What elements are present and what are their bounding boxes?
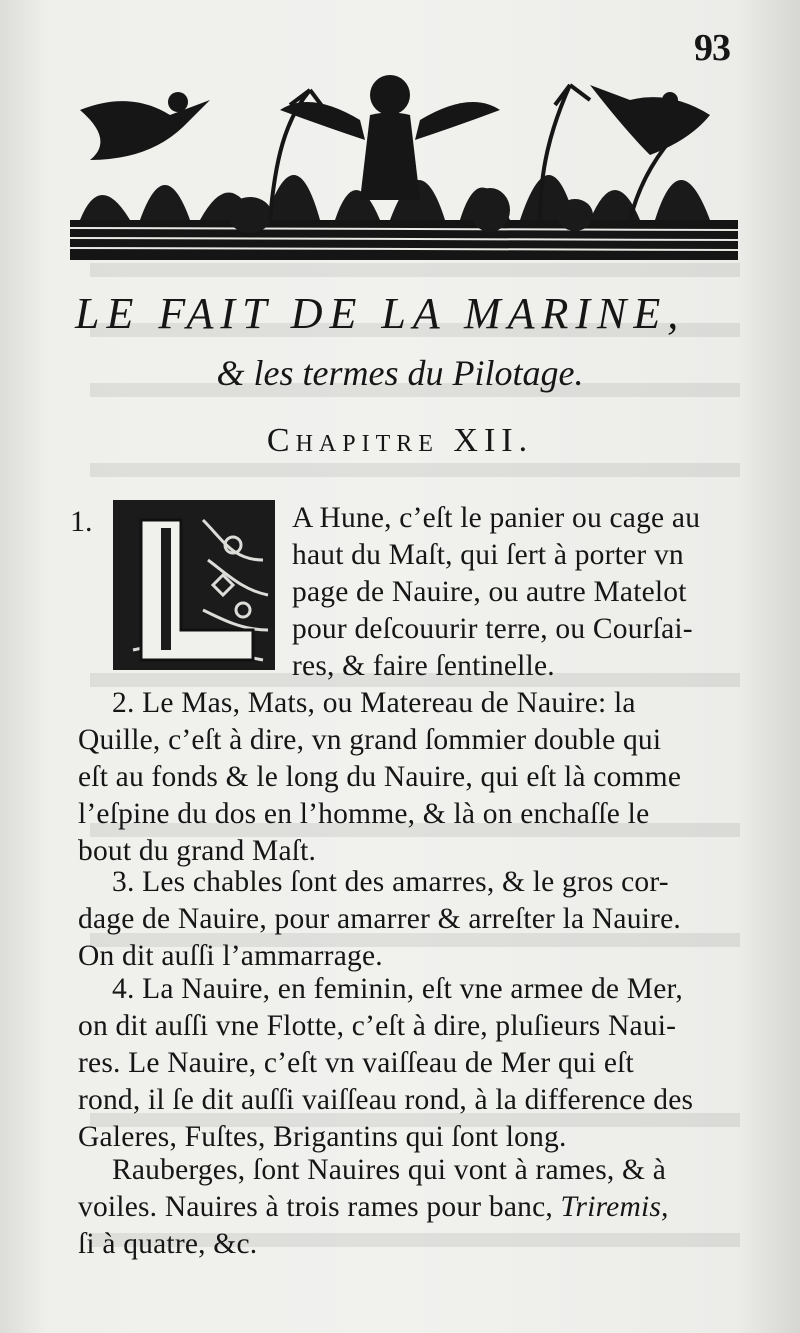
chapter-heading: Chapitre XII. — [266, 422, 534, 459]
paragraph-1-line-2: haut du Maſt, qui ſert à porter vn — [292, 539, 684, 571]
paragraph-1-line-3: page de Nauire, ou autre Matelot — [292, 576, 687, 608]
paragraph-4-line-1: 4. La Nauire, en feminin, eſt vne armee de Mer, — [112, 973, 683, 1005]
paragraph-1-line-1: A Hune, c’eſt le panier ou cage au — [292, 502, 701, 534]
paragraph-4-line-3: res. Le Nauire, c’eſt vn vaiſſeau de Mer qui eſt — [78, 1047, 634, 1079]
paragraph-number: 1. — [70, 505, 93, 538]
paragraph-5-line-1: Rauberges, ſont Nauires qui vont à rames, & à — [112, 1154, 667, 1186]
paragraph-1-line-5: res, & faire ſentinelle. — [292, 650, 555, 682]
paragraph-2-line-5: bout du grand Maſt. — [78, 835, 317, 867]
paragraph-5-line-2 — [78, 1189, 758, 1225]
paragraph-3-line-1: 3. Les chables ſont des amarres, & le gros cor- — [112, 866, 669, 898]
latin-term: Triremis, — [560, 1191, 669, 1223]
paragraph-2-line-3: eſt au fonds & le long du Nauire, qui eſt là comme — [78, 761, 682, 793]
paragraph-5-line-2-text: voiles. Nauires à trois rames pour banc, — [78, 1191, 561, 1223]
paragraph-4-line-2: on dit auſſi vne Flotte, c’eſt à dire, pluſieurs Naui- — [78, 1010, 677, 1042]
decorated-dropcap-l — [113, 500, 275, 670]
page-title: LE FAIT DE LA MARINE, — [75, 289, 686, 338]
paragraph-4-line-4: rond, il ſe dit auſſi vaiſſeau rond, à la difference des — [78, 1084, 694, 1116]
page-subtitle: & les termes du Pilotage. — [216, 353, 584, 393]
page-number: 93 — [694, 27, 730, 69]
paragraph-1-line-4: pour deſcouurir terre, ou Courſai- — [292, 613, 693, 645]
paragraph-2-line-2: Quille, c’eſt à dire, vn grand ſommier double qui — [78, 724, 662, 756]
paragraph-5-line-3: ſi à quatre, &c. — [78, 1228, 258, 1260]
paragraph-3-line-3: On dit auſſi l’ammarrage. — [78, 940, 383, 972]
paragraph-3-line-2: dage de Nauire, pour amarrer & arreſter la Nauire. — [78, 903, 681, 935]
paragraph-2-line-4: l’eſpine du dos en l’homme, & là on enchaſſe le — [78, 798, 650, 830]
paragraph-4-line-5: Galeres, Fuſtes, Brigantins qui ſont long. — [78, 1121, 567, 1153]
woodcut-headpiece — [70, 70, 738, 260]
paragraph-2-line-1: 2. Le Mas, Mats, ou Matereau de Nauire: la — [112, 687, 636, 719]
